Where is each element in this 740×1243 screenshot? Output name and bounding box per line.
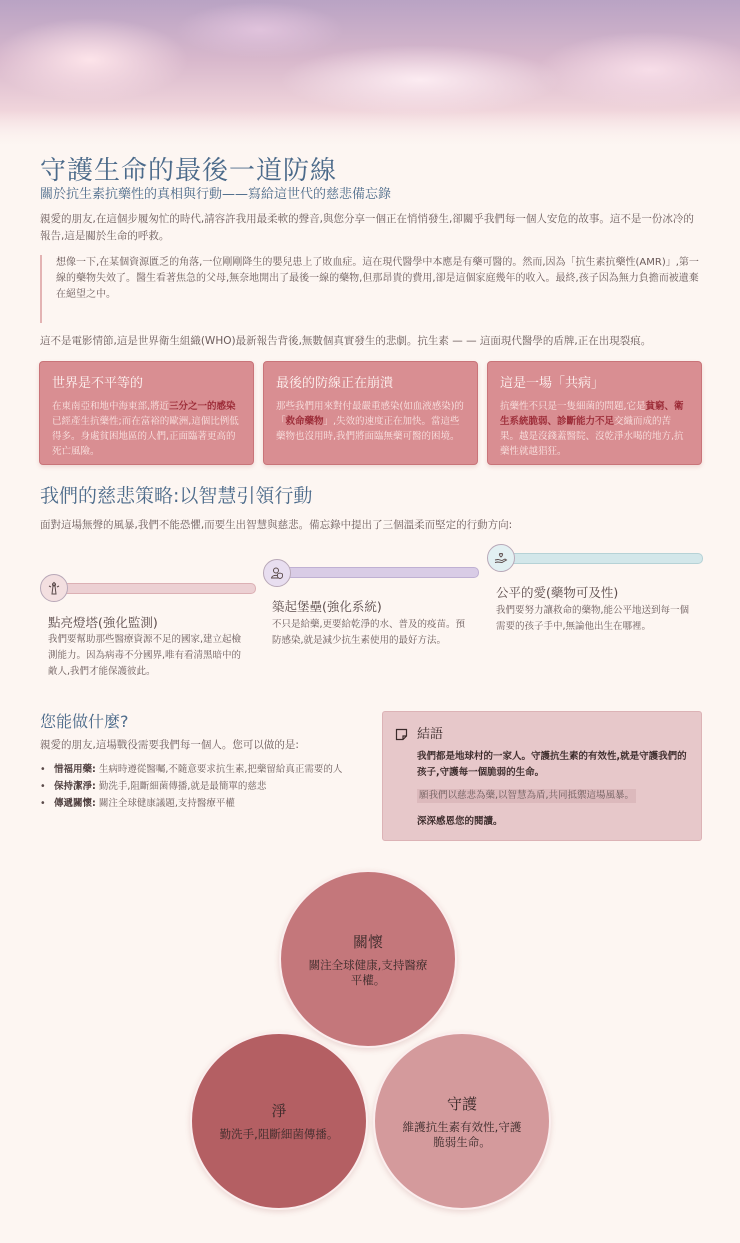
page-title: 守護生命的最後一道防線: [40, 156, 338, 186]
circle-description: 勤洗手,阻斷細菌傳播。: [219, 1127, 339, 1141]
help-intro: 親愛的朋友,這場戰役需要我們每一個人。您可以做的是:: [40, 739, 299, 751]
step-description: 我們要努力讓救命的藥物,能公平地送到每一個需要的孩子手中,無論他出生在哪裡。: [496, 605, 690, 632]
conclusion-thanks: 深深感恩您的閱讀。: [417, 816, 503, 827]
closing-paragraph: 這不是電影情節,這是世界衛生組織(WHO)最新報告背後,無數個真實發生的悲劇。抗生素 — — 這面現代醫學的盾牌,正在出現裂痕。: [40, 335, 652, 347]
story-quote: 想像一下,在某個資源匱乏的角落,一位剛剛降生的嬰兒患上了敗血症。這在現代醫學中本應是有藥可醫的。然而,因為「抗生素抗藥性(AMR)」,第一線的藥物失效了。醫生看著焦急的父母,無奈地開出了最後一線的藥物,但那昂貴的費用,卻是這個家庭幾年的收入。最終,孩子因為無力負擔而被遺棄在絕望之中。: [40, 255, 700, 323]
list-item: • 惜福用藥: 生病時遵從醫囑,不隨意要求抗生素,把藥留給真正需要的人: [40, 761, 342, 778]
venn-circle-guard: [373, 1032, 551, 1210]
step-progress-bar: [276, 567, 479, 578]
circle-description: 關注全球健康,支持醫療平權。: [308, 957, 428, 987]
list-item: • 保持潔淨: 勤洗手,阻斷細菌傳播,就是最簡單的慈悲: [40, 778, 342, 795]
list-item: • 傳遞關懷: 關注全球健康議題,支持醫療平權: [40, 795, 342, 812]
step-description: 不只是給藥,更要給乾淨的水、普及的疫苗。預防感染,就是減少抗生素使用的最好方法。: [272, 619, 466, 646]
venn-circle-clean: [190, 1032, 368, 1210]
help-heading: 您能做什麼?: [40, 712, 129, 731]
info-card-comorbidity: [487, 361, 702, 465]
circle-description: 維護抗生素有效性,守護脆弱生命。: [402, 1119, 522, 1149]
step-title: 點亮燈塔(強化監測): [48, 615, 158, 630]
page-subtitle: 關於抗生素抗藥性的真相與行動——寫給這世代的慈悲備忘錄: [40, 187, 392, 202]
circle-title: 守護: [446, 1094, 477, 1113]
conclusion-heading: 結語: [417, 727, 444, 742]
step-title: 築起堡壘(強化系統): [272, 599, 382, 614]
intro-paragraph: 親愛的朋友,在這個步履匆忙的時代,請容許我用最柔軟的聲音,與您分享一個正在悄悄發生,卻關乎我們每一個人安危的故事。這不是一份冰冷的報告,這是關於生命的呼救。: [40, 213, 694, 242]
venn-circle-care: [279, 870, 457, 1048]
info-card-last-defense: [263, 361, 478, 465]
card-title: 最後的防線正在崩潰: [276, 376, 394, 391]
step-title: 公平的愛(藥物可及性): [496, 585, 619, 600]
strategy-intro: 面對這場無聲的風暴,我們不能恐懼,而要生出智慧與慈悲。備忘錄中提出了三個溫柔而堅定的行動方向:: [40, 519, 513, 531]
card-text: 抗藥性不只是一隻細菌的問題,它是貧窮、衛生系統脆弱、診斷能力不足交織而成的苦果。越是沒錢蓋醫院、沒乾淨水喝的地方,抗藥性就越猖狂。: [500, 401, 684, 457]
card-title: 世界是不平等的: [52, 376, 144, 391]
hand-heart-icon: [487, 544, 515, 572]
card-title: 這是一場「共病」: [500, 376, 605, 391]
conclusion-text: 我們都是地球村的一家人。守護抗生素的有效性,就是守護我們的孩子,守護每一個脆弱的生命。: [417, 751, 687, 778]
step-progress-bar: [500, 553, 703, 564]
circle-title: 關懷: [352, 932, 383, 951]
user-shield-icon: [263, 559, 291, 587]
strategy-heading: 我們的慈悲策略:以智慧引領行動: [40, 485, 313, 507]
step-description: 我們要幫助那些醫療資源不足的國家,建立起檢測能力。因為病毒不分國界,唯有看清黑暗中的敵人,我們才能保護彼此。: [48, 634, 242, 677]
note-icon: [395, 726, 408, 745]
card-text: 那些我們用來對付最嚴重感染(如血液感染)的「救命藥物」,失效的速度正在加快。當這些藥物也沒用時,我們將面臨無藥可醫的困境。: [276, 401, 464, 442]
circle-title: 淨: [271, 1102, 287, 1120]
info-card-inequality: [39, 361, 254, 465]
step-progress-bar: [54, 583, 256, 594]
lighthouse-icon: [40, 574, 68, 602]
card-text: 在東南亞和地中海東部,將近三分之一的感染已經產生抗藥性;而在富裕的歐洲,這個比例低得多。身處貧困地區的人們,正面臨著更高的死亡風險。: [52, 401, 239, 457]
conclusion-box: [382, 711, 702, 841]
conclusion-wish: 願我們以慈悲為藥,以智慧為盾,共同抵禦這場風暴。: [419, 790, 635, 801]
hero-cloud-banner: [0, 0, 740, 150]
help-list: [40, 761, 342, 812]
